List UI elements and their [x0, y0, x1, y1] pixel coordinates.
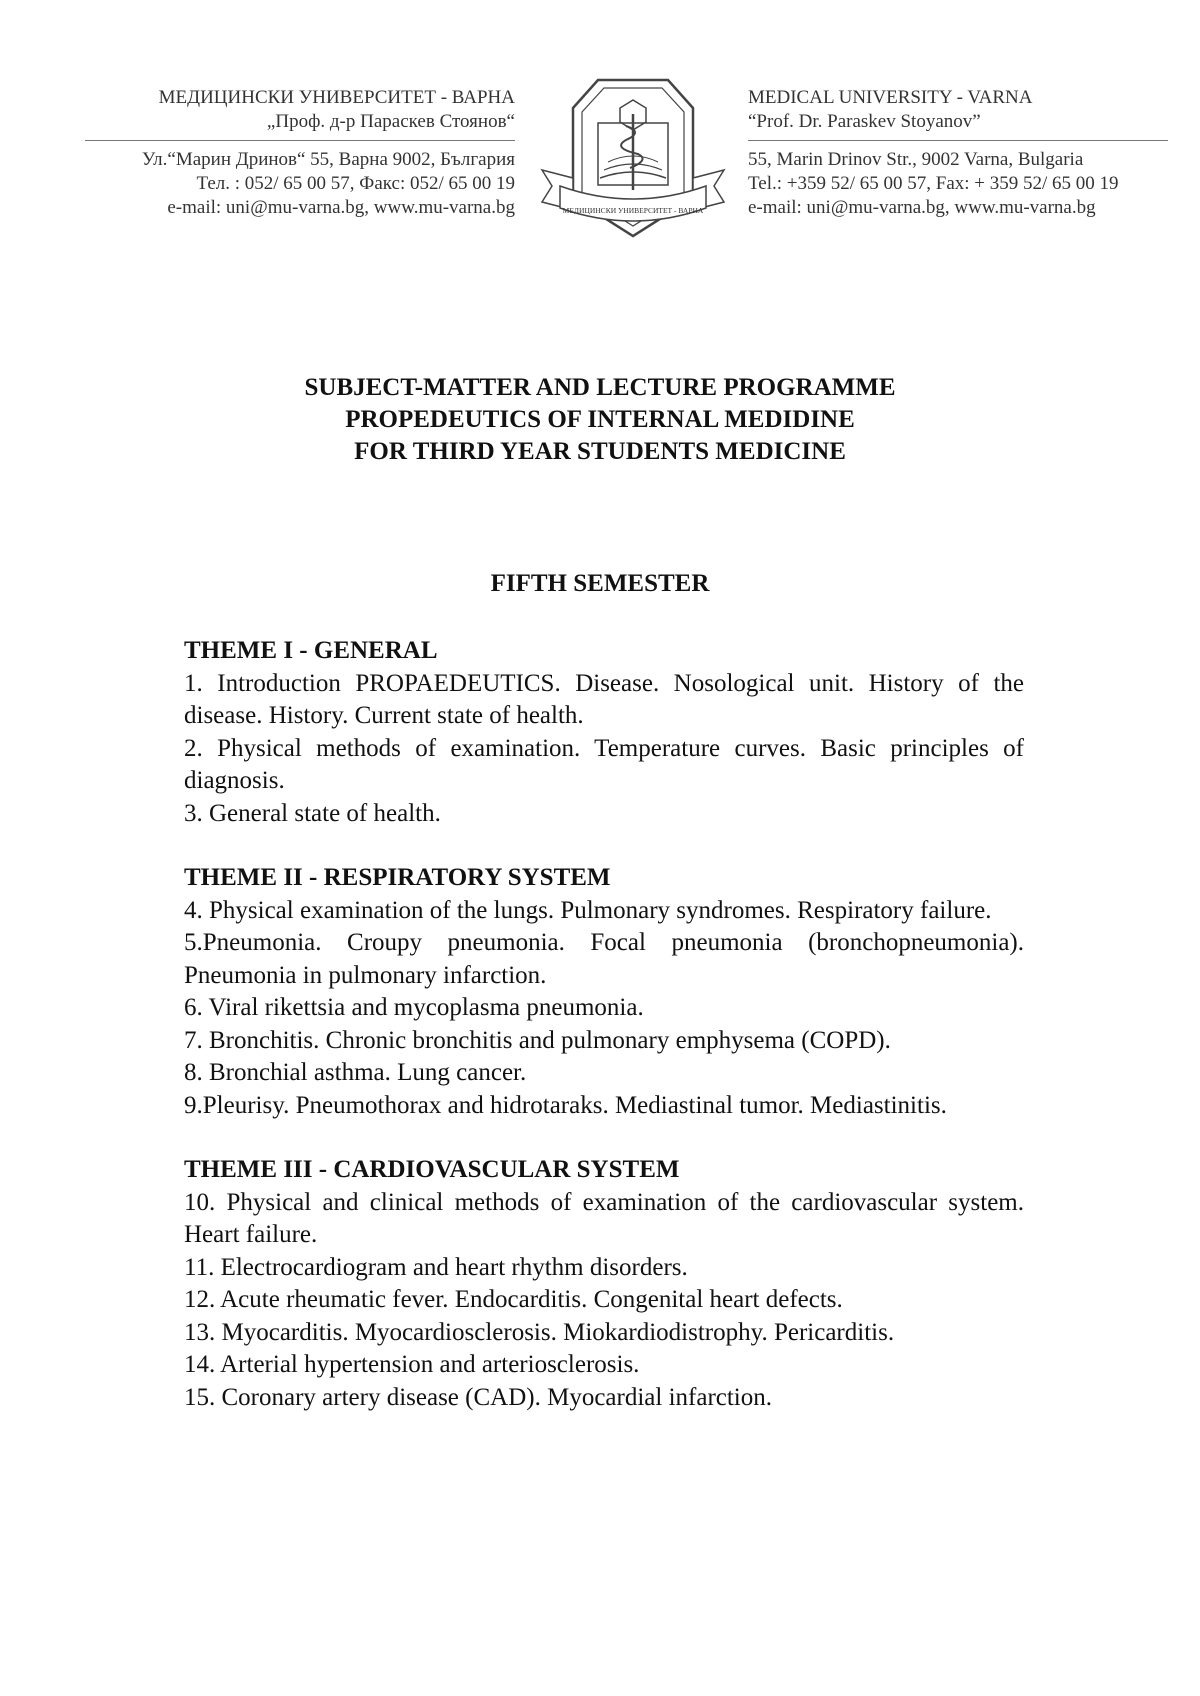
- email-en: e-mail: uni@mu-varna.bg, www.mu-varna.bg: [748, 197, 1096, 218]
- lecture-item: 9.Pleurisy. Pneumothorax and hidrotaraks. Mediastinal tumor. Mediastinitis.: [184, 1091, 947, 1119]
- title-line-3: FOR THIRD YEAR STUDENTS MEDICINE: [354, 438, 846, 465]
- university-name-en: MEDICAL UNIVERSITY - VARNA: [748, 87, 1033, 108]
- email-bg: e-mail: uni@mu-varna.bg, www.mu-varna.bg: [167, 197, 515, 218]
- lecture-item: 8. Bronchial asthma. Lung cancer.: [184, 1059, 527, 1086]
- document-title: [0, 372, 1200, 468]
- lecture-item: 10. Physical and clinical methods of examination of the cardiovascular system. Heart failure.: [184, 1188, 1024, 1248]
- university-name-bg: МЕДИЦИНСКИ УНИВЕРСИТЕТ - ВАРНА: [158, 87, 515, 108]
- letterhead-bulgarian: [85, 86, 515, 220]
- letterhead: [0, 78, 1200, 248]
- lecture-item: 5.Pneumonia. Croupy pneumonia. Focal pneumonia (bronchopneumonia). Pneumonia in pulmonary infarction.: [184, 929, 1024, 989]
- lecture-item: 11. Electrocardiogram and heart rhythm disorders.: [184, 1253, 688, 1281]
- crest-banner-text: МЕДИЦИНСКИ УНИВЕРСИТЕТ - ВАРНА: [562, 206, 704, 215]
- phone-en: Tel.: +359 52/ 65 00 57, Fax: + 359 52/ 65 00 19: [748, 173, 1119, 194]
- phone-bg: Тел. : 052/ 65 00 57, Факс: 052/ 65 00 19: [196, 173, 515, 194]
- theme-title: THEME I - GENERAL: [184, 637, 438, 664]
- theme-title: THEME II - RESPIRATORY SYSTEM: [184, 864, 611, 891]
- letterhead-english: [748, 86, 1168, 220]
- university-subtitle-en: “Prof. Dr. Paraskev Stoyanov”: [748, 111, 981, 132]
- lecture-item: 2. Physical methods of examination. Temperature curves. Basic principles of diagnosis.: [184, 734, 1024, 794]
- lecture-item: 12. Acute rheumatic fever. Endocarditis. Congenital heart defects.: [184, 1286, 843, 1313]
- lecture-item: 6. Viral rikettsia and mycoplasma pneumonia.: [184, 994, 644, 1021]
- theme-section: [184, 635, 1024, 830]
- lecture-item: 14. Arterial hypertension and arteriosclerosis.: [184, 1351, 640, 1378]
- lecture-item: 7. Bronchitis. Chronic bronchitis and pulmonary emphysema (COPD).: [184, 1026, 891, 1054]
- lecture-item: 15. Coronary artery disease (CAD). Myocardial infarction.: [184, 1383, 773, 1411]
- theme-list: [184, 635, 1024, 1446]
- letterhead-divider: [85, 140, 515, 141]
- lecture-item: 1. Introduction PROPAEDEUTICS. Disease. Nosological unit. History of the disease. History. Current state of health.: [184, 669, 1024, 729]
- address-bg: Ул.“Марин Дринов“ 55, Варна 9002, България: [141, 149, 515, 170]
- theme-section: [184, 1154, 1024, 1414]
- lecture-item: 4. Physical examination of the lungs. Pulmonary syndromes. Respiratory failure.: [184, 896, 992, 924]
- lecture-item: 3. General state of health.: [184, 799, 441, 827]
- theme-section: [184, 862, 1024, 1122]
- address-en: 55, Marin Drinov Str., 9002 Varna, Bulgaria: [748, 149, 1084, 170]
- title-line-1: SUBJECT-MATTER AND LECTURE PROGRAMME: [304, 374, 896, 401]
- semester-heading: FIFTH SEMESTER: [490, 570, 710, 597]
- university-subtitle-bg: „Проф. д-р Параскев Стоянов“: [266, 111, 515, 132]
- title-line-2: PROPEDEUTICS OF INTERNAL MEDIDINE: [345, 406, 855, 433]
- lecture-item: 13. Myocarditis. Myocardiosclerosis. Miokardiodistrophy. Pericarditis.: [184, 1318, 895, 1346]
- university-crest-icon: [538, 78, 728, 248]
- theme-title: THEME III - CARDIOVASCULAR SYSTEM: [184, 1156, 680, 1183]
- letterhead-divider: [748, 140, 1168, 141]
